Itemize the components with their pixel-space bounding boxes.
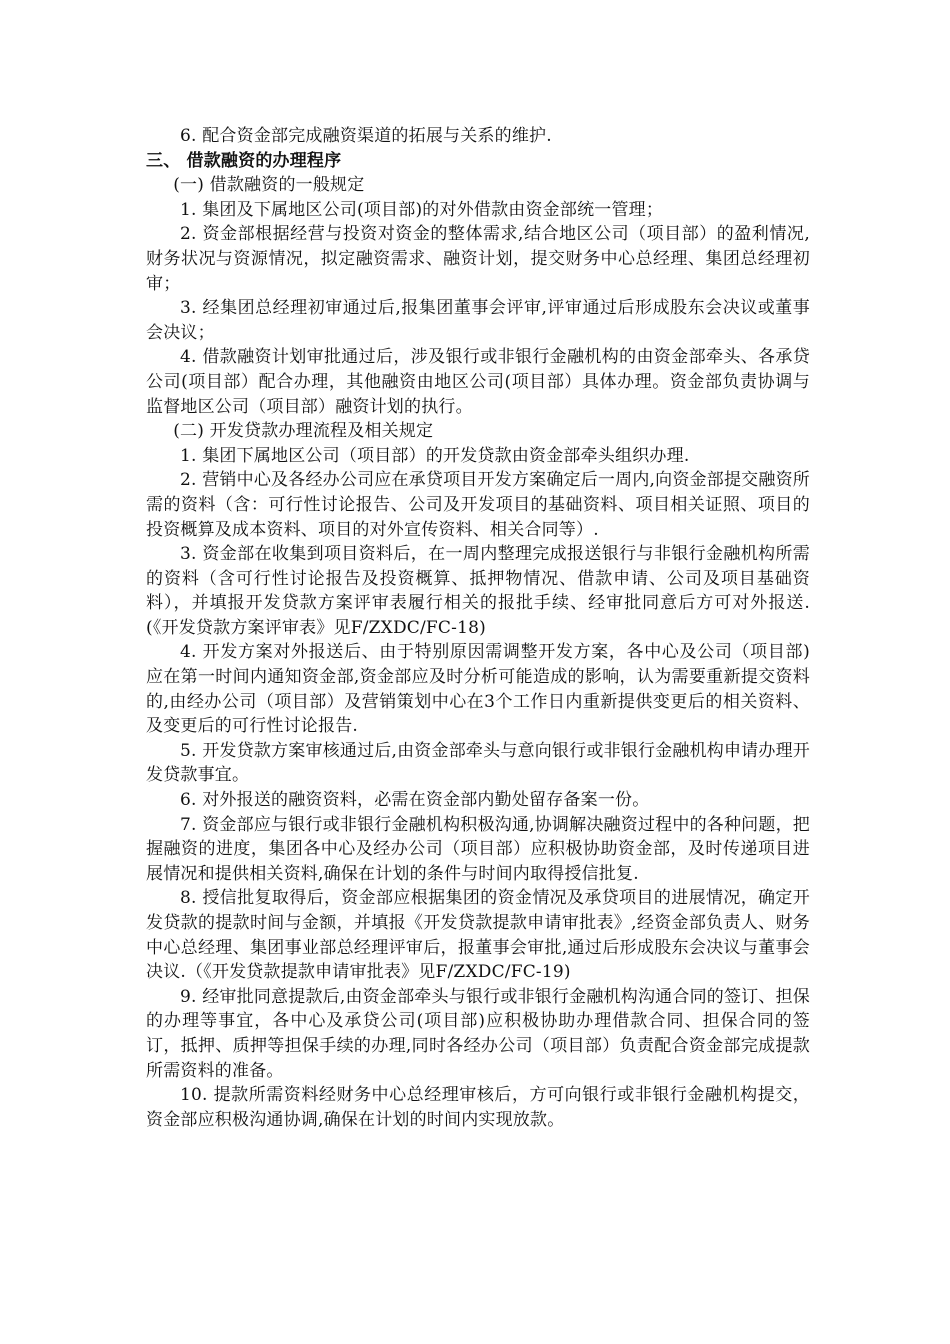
paragraph-item-6: 6. 配合资金部完成融资渠道的拓展与关系的维护. <box>180 126 552 146</box>
section-heading-3: 三、 借款融资的办理程序 <box>146 150 342 171</box>
document-body <box>146 124 810 1132</box>
paragraph-loan-3: 3. 资金部在收集到项目资料后，在一周内整理完成报送银行与非银行金融机构所需的资料（含可行性讨论报告及投资概算、抵押物情况、借款申请、公司及项目基础资料），并填报开发贷款方案评审表履行相关的报批手续、经审批同意后方可对外报送.(《开发贷款方案评审表》见F/ZXDC/FC-18) <box>146 544 810 638</box>
paragraph-loan-5: 5. 开发贷款方案审核通过后,由资金部牵头与意向银行或非银行金融机构申请办理开发贷款事宜。 <box>146 740 810 786</box>
paragraph-general-2: 2. 资金部根据经营与投资对资金的整体需求,结合地区公司（项目部）的盈利情况,财务状况与资源情况，拟定融资需求、融资计划，提交财务中心总经理、集团总经理初审； <box>146 224 810 294</box>
paragraph-general-1: 1. 集团及下属地区公司(项目部)的对外借款由资金部统一管理； <box>180 199 664 220</box>
paragraph-general-3: 3. 经集团总经理初审通过后,报集团董事会评审,评审通过后形成股东会决议或董事会决议； <box>146 298 810 343</box>
subsection-heading-1: (一) 借款融资的一般规定 <box>173 175 365 196</box>
paragraph-general-4: 4. 借款融资计划审批通过后，涉及银行或非银行金融机构的由资金部牵头、各承贷公司(项目部）配合办理，其他融资由地区公司(项目部）具体办理。资金部负责协调与监督地区公司（项目部）融资计划的执行。 <box>146 347 810 417</box>
paragraph-loan-6: 6. 对外报送的融资资料，必需在资金部内勤处留存备案一份。 <box>180 790 650 811</box>
paragraph-loan-9: 9. 经审批同意提款后,由资金部牵头与银行或非银行金融机构沟通合同的签订、担保的办理等事宜，各中心及承贷公司(项目部)应积极协助办理借款合同、担保合同的签订，抵押、质押等担保手续的办理,同时各经办公司（项目部）负责配合资金部完成提款所需资料的准备。 <box>146 986 810 1081</box>
paragraph-loan-1: 1. 集团下属地区公司（项目部）的开发贷款由资金部牵头组织办理. <box>180 445 690 466</box>
paragraph-loan-2: 2. 营销中心及各经办公司应在承贷项目开发方案确定后一周内,向资金部提交融资所需的资料（含：可行性讨论报告、公司及开发项目的基础资料、项目相关证照、项目的投资概算及成本资料、项目的对外宣传资料、相关合同等）. <box>146 470 810 540</box>
paragraph-loan-8: 8. 授信批复取得后，资金部应根据集团的资金情况及承贷项目的进展情况，确定开发贷款的提款时间与金额，并填报《开发贷款提款申请审批表》,经资金部负责人、财务中心总经理、集团事业部总经理评审后，报董事会审批,通过后形成股东会决议与董事会决议.（《开发贷款提款申请审批表》见F/ZXDC/FC-19) <box>146 888 810 983</box>
subsection-heading-2: (二) 开发贷款办理流程及相关规定 <box>173 421 434 442</box>
paragraph-loan-7: 7. 资金部应与银行或非银行金融机构积极沟通,协调解决融资过程中的各种问题，把握融资的进度，集团各中心及经办公司（项目部）应积极协助资金部，及时传递项目进展情况和提供相关资料,确保在计划的条件与时间内取得授信批复. <box>146 814 810 884</box>
paragraph-loan-4: 4. 开发方案对外报送后、由于特别原因需调整开发方案，各中心及公司（项目部)应在第一时间内通知资金部,资金部应及时分析可能造成的影响，认为需要重新提交资料的,由经办公司（项目部）及营销策划中心在3个工作日内重新提供变更后的相关资料、及变更后的可行性讨论报告. <box>146 642 810 737</box>
paragraph-loan-10: 10. 提款所需资料经财务中心总经理审核后，方可向银行或非银行金融机构提交，资金部应积极沟通协调,确保在计划的时间内实现放款。 <box>146 1085 810 1130</box>
